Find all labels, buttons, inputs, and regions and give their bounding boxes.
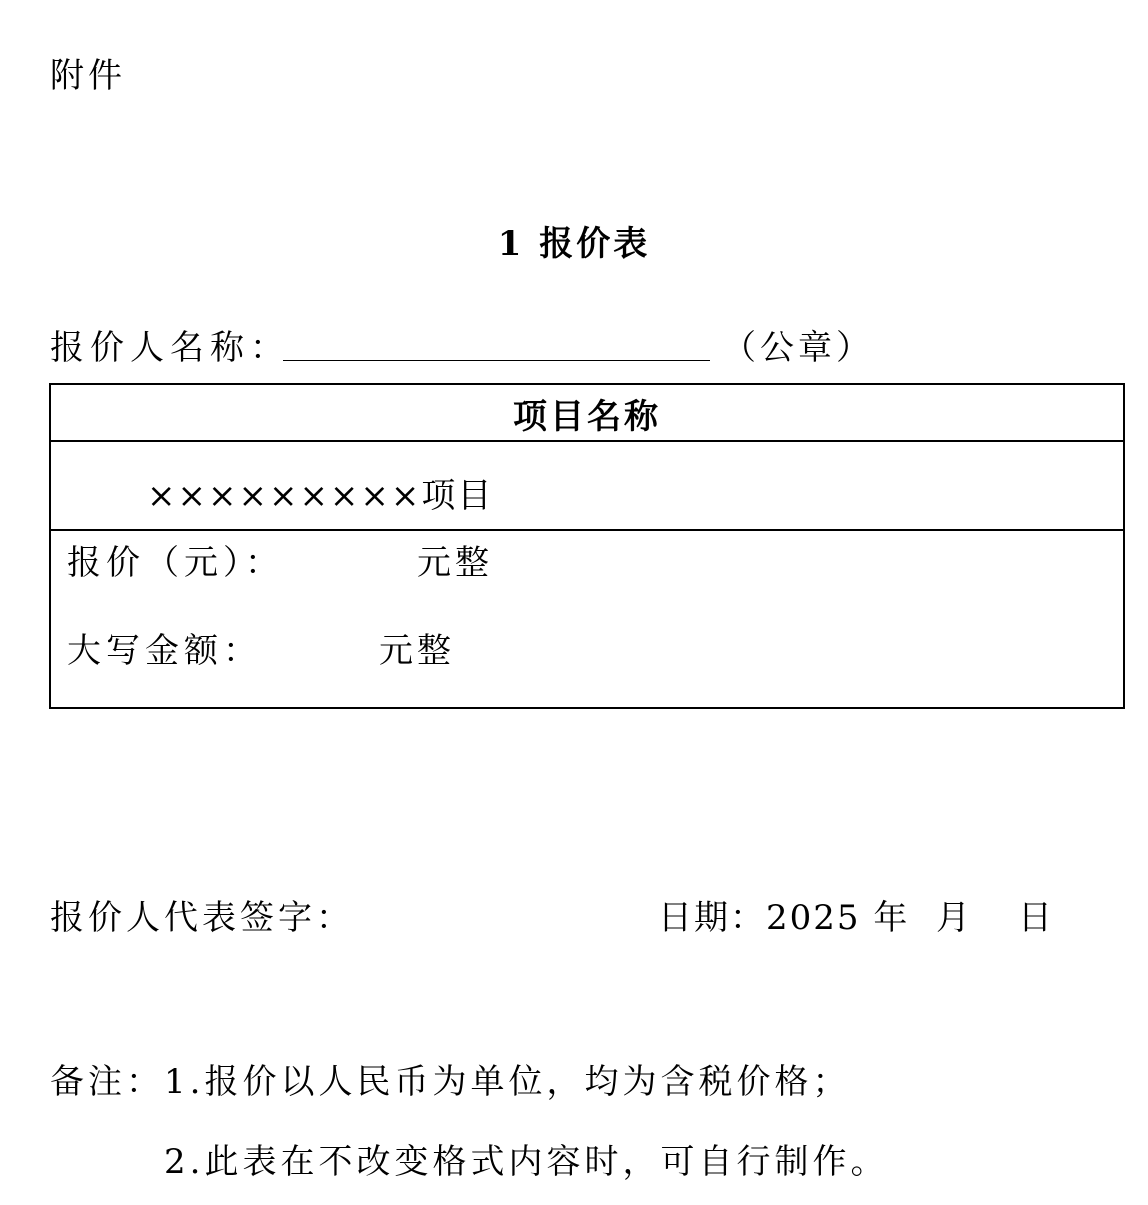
attachment-label: 附件 (50, 56, 126, 96)
representative-signature-label: 报价人代表签字： (50, 898, 354, 938)
note-line-2: 2.此表在不改变格式内容时，可自行制作。 (164, 1142, 889, 1182)
capital-amount-unit: 元整 (379, 631, 455, 671)
project-name-value: ×××××××××项目 (147, 476, 494, 516)
quoter-name-label: 报价人名称： (50, 328, 290, 368)
price-unit: 元整 (417, 543, 493, 583)
date-day-label: 日 (1018, 898, 1052, 938)
table-header-row (51, 385, 1123, 442)
note-line-1: 备注：1.报价以人民币为单位，均为含税价格； (50, 1062, 851, 1102)
table-price-row (51, 531, 1123, 707)
quote-table (49, 383, 1125, 709)
table-project-row (51, 442, 1123, 531)
date-label: 日期：2025 年 (658, 898, 910, 938)
quoter-name-field-line (283, 360, 710, 361)
seal-label: （公章） (722, 328, 874, 368)
document-title: 1 报价表 (497, 224, 651, 264)
date-month-label: 月 (936, 898, 970, 938)
price-label: 报价（元）： (67, 543, 284, 583)
capital-amount-label: 大写金额： (67, 631, 262, 671)
table-header-project-name: 项目名称 (513, 397, 661, 437)
